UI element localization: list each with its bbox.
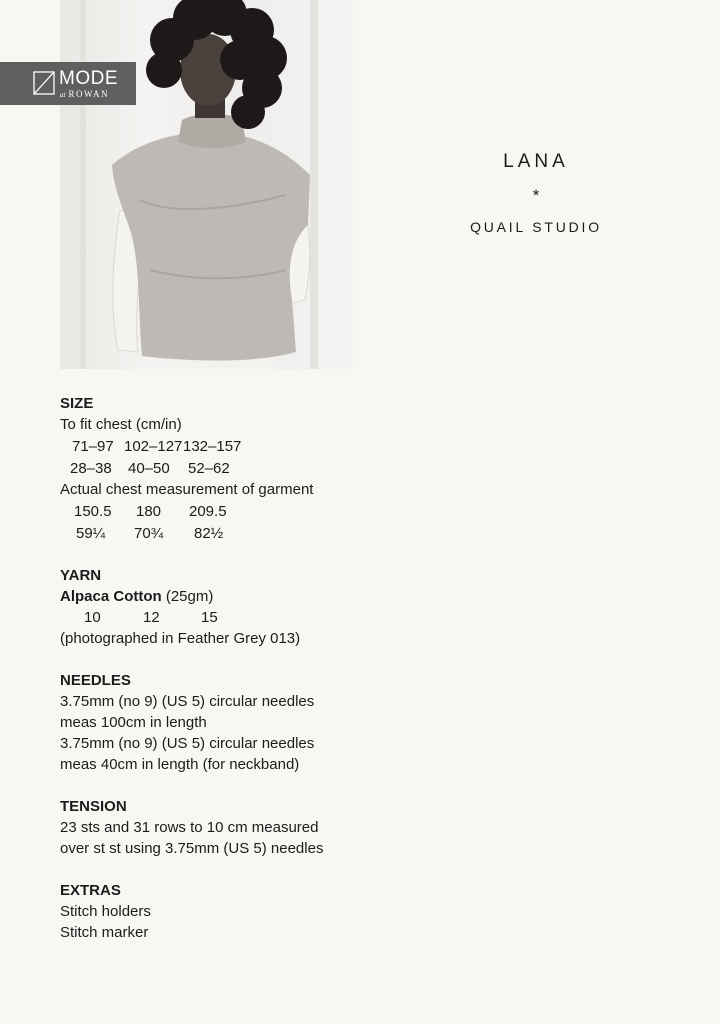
extras-line: Stitch marker bbox=[60, 924, 149, 941]
fit-in-value: 40–50 bbox=[128, 460, 170, 477]
yarn-name: Alpaca Cotton bbox=[60, 588, 162, 605]
actual-cm-value: 150.5 bbox=[74, 503, 112, 520]
tension-section bbox=[60, 796, 380, 859]
model-photo bbox=[60, 0, 353, 369]
logo-sub-at: at bbox=[60, 91, 66, 99]
pattern-name: LANA bbox=[503, 151, 569, 172]
extras-heading: EXTRAS bbox=[60, 882, 121, 899]
fit-cm-value: 132–157 bbox=[183, 438, 242, 455]
fit-label: To fit chest (cm/in) bbox=[60, 416, 182, 433]
yarn-note: (photographed in Feather Grey 013) bbox=[60, 630, 301, 647]
logo-mark-icon bbox=[33, 71, 55, 95]
fit-in-value: 28–38 bbox=[70, 460, 112, 477]
tension-heading: TENSION bbox=[60, 798, 127, 815]
brand-logo bbox=[0, 62, 136, 105]
actual-cm-value: 180 bbox=[136, 503, 162, 520]
needles-section bbox=[60, 670, 380, 775]
yarn-quantity: 12 bbox=[143, 609, 160, 626]
tension-line: 23 sts and 31 rows to 10 cm measured bbox=[60, 819, 319, 836]
curtain-fold bbox=[310, 0, 318, 369]
fit-in-row bbox=[60, 457, 380, 479]
actual-cm-value: 209.5 bbox=[189, 503, 227, 520]
actual-label: Actual chest measurement of garment bbox=[60, 481, 314, 498]
fit-cm-row bbox=[60, 435, 380, 457]
yarn-quantity: 10 bbox=[84, 609, 101, 626]
logo-wordmark: MODE bbox=[59, 68, 118, 89]
curtain-fold bbox=[80, 0, 86, 369]
face-front bbox=[183, 48, 223, 104]
yarn-quantity: 15 bbox=[201, 609, 218, 626]
extras-line: Stitch holders bbox=[60, 903, 151, 920]
yarn-heading: YARN bbox=[60, 567, 102, 584]
size-section bbox=[60, 393, 380, 544]
model-illustration bbox=[60, 0, 353, 369]
yarn-quantity-row bbox=[60, 607, 380, 628]
extras-section bbox=[60, 880, 380, 943]
actual-in-value: 59¼ bbox=[76, 525, 106, 542]
needles-line: meas 40cm in length (for neckband) bbox=[60, 756, 300, 773]
actual-in-value: 70¾ bbox=[134, 525, 164, 542]
tension-line: over st st using 3.75mm (US 5) needles bbox=[60, 840, 324, 857]
pattern-details bbox=[60, 393, 380, 964]
actual-in-value: 82½ bbox=[194, 525, 224, 542]
needles-line: meas 100cm in length bbox=[60, 714, 207, 731]
needles-line: 3.75mm (no 9) (US 5) circular needles bbox=[60, 693, 315, 710]
needles-heading: NEEDLES bbox=[60, 672, 131, 689]
yarn-line bbox=[60, 586, 380, 607]
fit-cm-value: 102–127 bbox=[124, 438, 183, 455]
yarn-weight: (25gm) bbox=[165, 588, 214, 605]
knit-tank bbox=[112, 132, 310, 360]
yarn-section bbox=[60, 565, 380, 649]
actual-in-row bbox=[60, 522, 380, 544]
size-heading: SIZE bbox=[60, 395, 94, 412]
actual-cm-row bbox=[60, 500, 380, 522]
fit-cm-value: 71–97 bbox=[72, 438, 114, 455]
title-separator: * bbox=[532, 186, 540, 205]
needles-line: 3.75mm (no 9) (US 5) circular needles bbox=[60, 735, 315, 752]
logo-sub-brand: ROWAN bbox=[68, 89, 109, 99]
fit-in-value: 52–62 bbox=[188, 460, 230, 477]
logo-subtitle bbox=[60, 89, 109, 100]
designer-name: QUAIL STUDIO bbox=[470, 219, 602, 235]
title-block bbox=[455, 148, 617, 237]
